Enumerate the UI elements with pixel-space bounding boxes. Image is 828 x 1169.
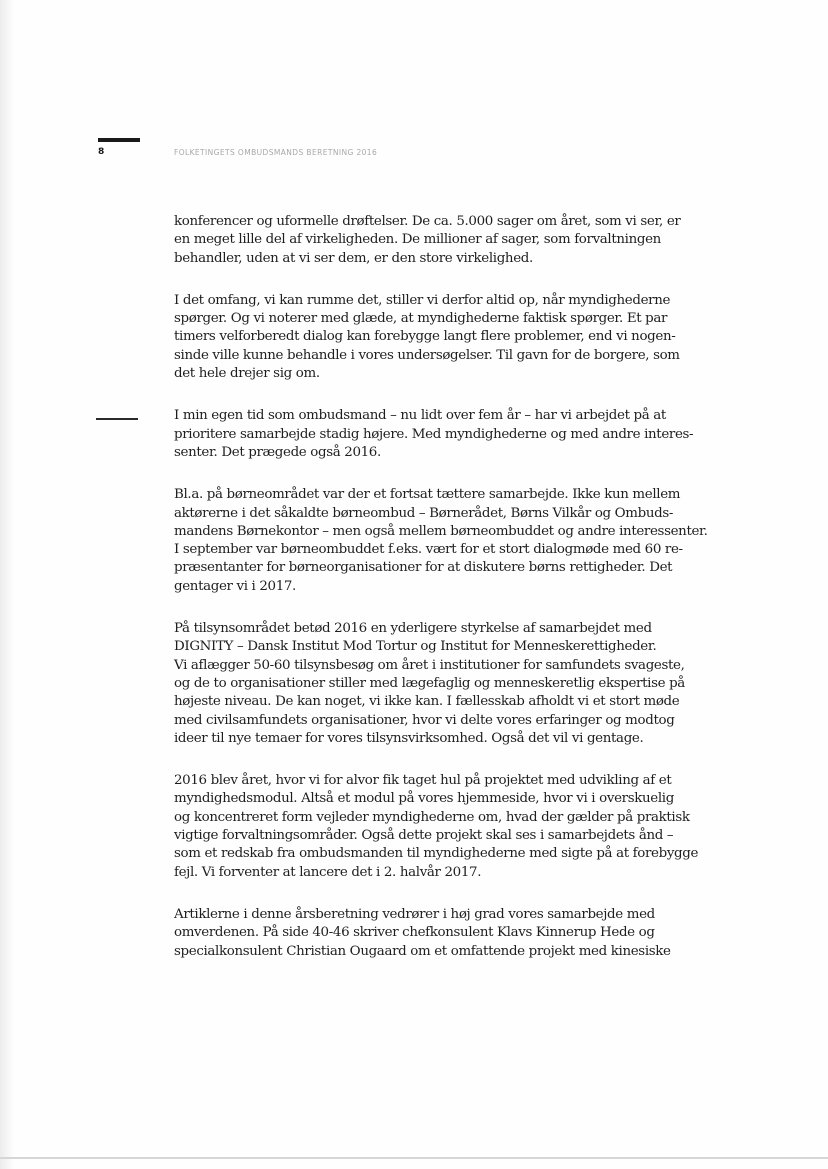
text-line: omverdenen. På side 40-46 skriver chefkonsulent Klavs Kinnerup Hede og <box>174 925 655 941</box>
text-line: specialkonsulent Christian Ougaard om et omfattende projekt med kinesiske <box>174 943 671 959</box>
text-line: sinde ville kunne behandle i vores undersøgelser. Til gavn for de borgere, som <box>174 347 680 363</box>
text-line: I det omfang, vi kan rumme det, stiller vi derfor altid op, når myndighederne <box>174 292 671 308</box>
scan-edge-shadow <box>0 0 14 1169</box>
text-line: Bl.a. på børneområdet var der et fortsat tættere samarbejde. Ikke kun mellem <box>174 487 681 503</box>
margin-mark <box>96 418 138 420</box>
text-line: ideer til nye temaer for vores tilsynsvirksomhed. Også det vil vi gentage. <box>174 730 644 746</box>
text-line: behandler, uden at vi ser dem, er den store virkelighed. <box>174 250 533 266</box>
text-line: det hele drejer sig om. <box>174 366 320 382</box>
paragraph-2 <box>174 292 684 383</box>
page-number: 8 <box>98 147 105 157</box>
text-line: DIGNITY – Dansk Institut Mod Tortur og Institut for Menneskerettigheder. <box>174 639 657 655</box>
body-text <box>174 213 708 985</box>
text-line: og koncentreret form vejleder myndighederne om, hvad der gælder på praktisk <box>174 809 690 825</box>
paragraph-1 <box>174 213 684 268</box>
text-line: en meget lille del af virkeligheden. De millioner af sager, som forvaltningen <box>174 232 661 248</box>
text-line: prioritere samarbejde stadig højere. Med myndighederne og med andre interes- <box>174 426 694 442</box>
text-line: aktørerne i det såkaldte børneombud – Børnerådet, Børns Vilkår og Ombuds- <box>174 505 674 521</box>
text-line: timers velforberedt dialog kan forebygge langt flere problemer, end vi nogen- <box>174 329 676 345</box>
text-line: med civilsamfundets organisationer, hvor vi delte vores erfaringer og modtog <box>174 712 675 728</box>
text-line: som et redskab fra ombudsmanden til myndighederne med sigte på at forebygge <box>174 846 699 862</box>
text-line: mandens Børnekontor – men også mellem børneombuddet og andre interessenter. <box>174 523 708 539</box>
header-rule <box>98 138 140 142</box>
text-line: Vi aflægger 50-60 tilsynsbesøg om året i institutioner for samfundets svageste, <box>174 657 685 673</box>
paragraph-6 <box>174 772 699 882</box>
running-header: FOLKETINGETS OMBUDSMANDS BERETNING 2016 <box>174 148 378 157</box>
text-line: senter. Det prægede også 2016. <box>174 444 381 460</box>
text-line: Artiklerne i denne årsberetning vedrører i høj grad vores samarbejde med <box>174 906 655 922</box>
text-line: I min egen tid som ombudsmand – nu lidt over fem år – har vi arbejdet på at <box>174 408 666 424</box>
text-line: I september var børneombuddet f.eks. vært for et stort dialogmøde med 60 re- <box>174 542 683 558</box>
text-line: konferencer og uformelle drøftelser. De ca. 5.000 sager om året, som vi ser, er <box>174 214 681 229</box>
text-line: vigtige forvaltningsområder. Også dette projekt skal ses i samarbejdets ånd – <box>174 828 674 844</box>
text-line: fejl. Vi forventer at lancere det i 2. halvår 2017. <box>174 864 482 880</box>
text-line: 2016 blev året, hvor vi for alvor fik taget hul på projektet med udvikling af et <box>174 773 672 789</box>
paragraph-5 <box>174 620 684 748</box>
paragraph-7 <box>174 906 684 961</box>
text-line: På tilsynsområdet betød 2016 en yderligere styrkelse af samarbejdet med <box>174 621 652 637</box>
text-line: højeste niveau. De kan noget, vi ikke kan. I fællesskab afholdt vi et stort møde <box>174 694 680 710</box>
text-line: spørger. Og vi noterer med glæde, at myndighederne faktisk spørger. Et par <box>174 311 668 327</box>
text-line: myndighedsmodul. Altså et modul på vores hjemmeside, hvor vi i overskuelig <box>174 791 674 807</box>
text-line: og de to organisationer stiller med lægefaglig og menneskeretlig ekspertise på <box>174 675 685 691</box>
paragraph-3 <box>174 407 694 462</box>
paragraph-4 <box>174 486 708 596</box>
text-line: gentager vi i 2017. <box>174 578 296 594</box>
text-line: præsentanter for børneorganisationer for at diskutere børns rettigheder. Det <box>174 560 673 576</box>
scan-bottom-edge <box>0 1157 828 1159</box>
